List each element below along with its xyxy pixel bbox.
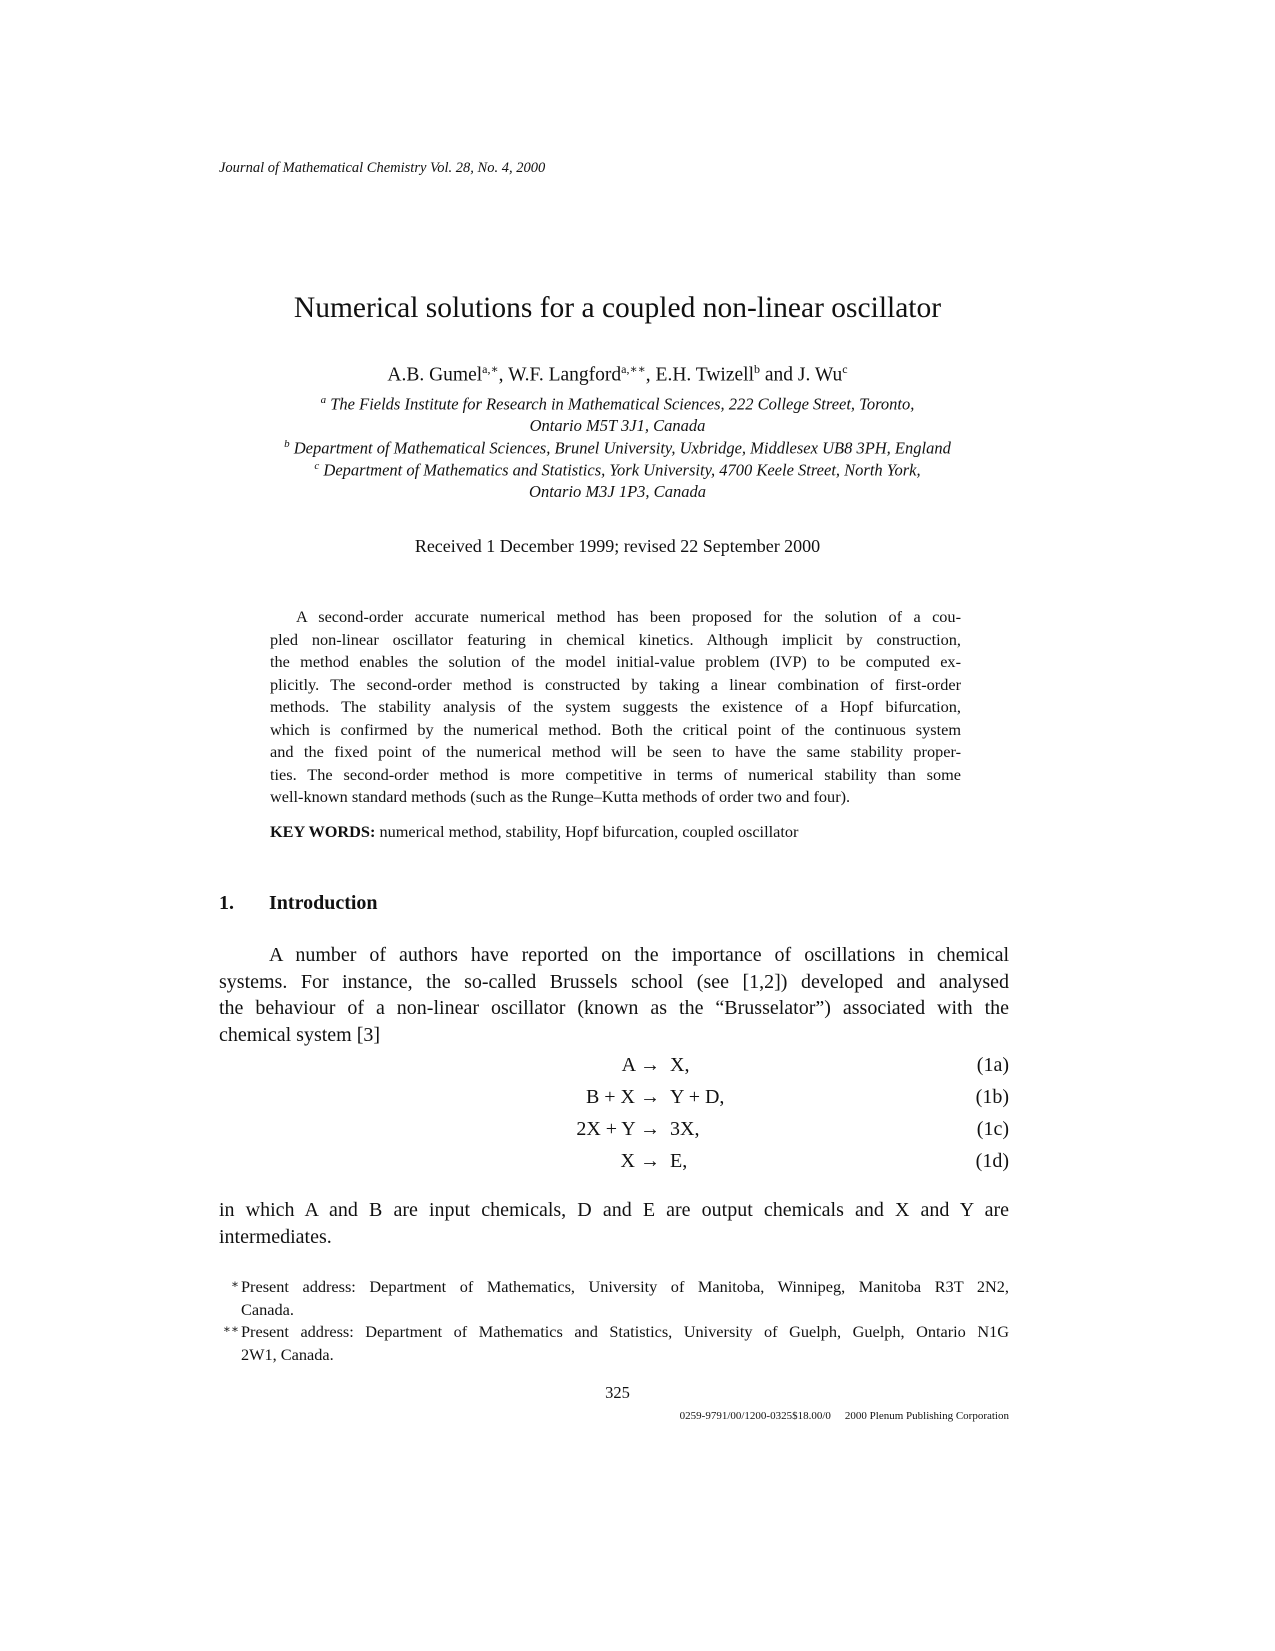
author-affiliation-mark: b bbox=[754, 362, 760, 376]
body-paragraph bbox=[219, 942, 1009, 1048]
author-name: W.F. Langford bbox=[508, 364, 622, 386]
body-line: systems. For instance, the so-called Brussels school (see [1,2]) developed and analysed bbox=[219, 970, 1009, 993]
equation-number: (1a) bbox=[976, 1054, 1009, 1076]
body-line: intermediates. bbox=[219, 1225, 332, 1248]
equation-lhs: B + X → bbox=[585, 1086, 660, 1108]
equation-rhs: X, bbox=[670, 1054, 690, 1076]
equation-lhs: 2X + Y → bbox=[576, 1118, 660, 1140]
footnote-line: 2W1, Canada. bbox=[241, 1344, 334, 1364]
keywords-label: KEY WORDS: bbox=[270, 822, 376, 841]
affiliation-mark: b bbox=[284, 438, 290, 450]
section-number: 1. bbox=[219, 892, 234, 914]
abstract bbox=[270, 606, 961, 809]
author-name: E.H. Twizell bbox=[655, 364, 754, 386]
affiliation-c-line2: Ontario M3J 1P3, Canada bbox=[529, 482, 706, 501]
publisher-name: 2000 Plenum Publishing Corporation bbox=[844, 1410, 1009, 1422]
section-title: Introduction bbox=[269, 892, 378, 914]
footnote-line: Canada. bbox=[241, 1299, 294, 1319]
author-affiliation-mark: a,∗ bbox=[482, 362, 499, 376]
footnote-line: Present address: Department of Mathematics and Statistics, University of Guelph, Guelph, Ontario N1G bbox=[241, 1322, 1009, 1341]
footnote-mark: ∗ bbox=[230, 1277, 239, 1291]
equation-rhs: E, bbox=[670, 1150, 688, 1172]
abstract-line: which is confirmed by the numerical method. Both the critical point of the continuous system bbox=[270, 719, 961, 739]
author-affiliation-mark: a,∗∗ bbox=[621, 362, 646, 376]
abstract-line: pled non-linear oscillator featuring in chemical kinetics. Although implicit by construction, bbox=[270, 629, 961, 649]
abstract-line: the method enables the solution of the model initial-value problem (IVP) to be computed ex- bbox=[270, 652, 961, 671]
equation-lhs: A → bbox=[621, 1054, 660, 1076]
keywords-text: numerical method, stability, Hopf bifurcation, coupled oscillator bbox=[375, 822, 799, 841]
body-line: chemical system [3] bbox=[219, 1023, 381, 1046]
affiliation-a-line2: Ontario M5T 3J1, Canada bbox=[529, 416, 706, 435]
abstract-line: plicitly. The second-order method is constructed by taking a linear combination of first-order bbox=[270, 674, 961, 694]
author-separator: and bbox=[760, 364, 798, 386]
affiliation-c-line1 bbox=[0, 460, 1235, 481]
affiliation-text: Department of Mathematical Sciences, Brunel University, Uxbridge, Middlesex UB8 3PH, England bbox=[293, 438, 951, 458]
author-name: A.B. Gumel bbox=[387, 364, 483, 386]
abstract-line: ties. The second-order method is more competitive in terms of numerical stability than some bbox=[270, 764, 961, 784]
author-list bbox=[0, 362, 1235, 387]
issn-code: 0259-9791/00/1200-0325$18.00/0 bbox=[679, 1410, 831, 1422]
affiliation-b-line1 bbox=[0, 438, 1235, 459]
section-heading bbox=[219, 892, 378, 915]
abstract-line: well-known standard methods (such as the Runge–Kutta methods of order two and four). bbox=[270, 787, 851, 806]
affiliation-mark: a bbox=[320, 394, 327, 406]
keywords bbox=[270, 822, 798, 842]
abstract-line: methods. The stability analysis of the system suggests the existence of a Hopf bifurcation, bbox=[270, 697, 961, 716]
body-line: A number of authors have reported on the importance of oscillations in chemical bbox=[269, 944, 1009, 966]
received-date: Received 1 December 1999; revised 22 September 2000 bbox=[414, 536, 821, 556]
equation-number: (1c) bbox=[976, 1118, 1009, 1140]
affiliation-text: The Fields Institute for Research in Mathematical Sciences, 222 College Street, Toronto, bbox=[330, 394, 915, 414]
equation-lhs: X → bbox=[620, 1150, 660, 1172]
page-number: 325 bbox=[605, 1383, 630, 1402]
footnote bbox=[219, 1276, 1009, 1321]
equation-rhs: 3X, bbox=[670, 1118, 700, 1140]
author-name: J. Wu bbox=[797, 364, 843, 386]
footnote-line: Present address: Department of Mathematics, University of Manitoba, Winnipeg, Manitoba R3T 2N2, bbox=[241, 1277, 1009, 1296]
author-affiliation-mark: c bbox=[842, 362, 848, 376]
equation-number: (1d) bbox=[975, 1150, 1009, 1172]
equation-rhs: Y + D, bbox=[670, 1086, 725, 1108]
abstract-line: and the fixed point of the numerical method will be seen to have the same stability proper- bbox=[270, 742, 961, 761]
body-line: the behaviour of a non-linear oscillator (known as the “Brusselator”) associated with the bbox=[219, 997, 1009, 1019]
author-separator: , bbox=[498, 364, 509, 386]
abstract-line: A second-order accurate numerical method has been proposed for the solution of a cou- bbox=[296, 607, 961, 626]
footnote-mark: ∗∗ bbox=[222, 1322, 239, 1336]
affiliation-mark: c bbox=[314, 460, 320, 472]
author-separator: , bbox=[645, 364, 656, 386]
affiliation-a-line1 bbox=[0, 394, 1235, 415]
body-paragraph bbox=[219, 1197, 1009, 1250]
body-line: in which A and B are input chemicals, D and E are output chemicals and X and Y are bbox=[219, 1199, 1009, 1221]
affiliation-text: Department of Mathematics and Statistics, York University, 4700 Keele Street, North York, bbox=[323, 460, 921, 480]
equation-number: (1b) bbox=[975, 1086, 1009, 1108]
footnote bbox=[219, 1321, 1009, 1366]
copyright-line bbox=[560, 1410, 1009, 1422]
journal-header: Journal of Mathematical Chemistry Vol. 28, No. 4, 2000 bbox=[219, 160, 546, 176]
paper-title: Numerical solutions for a coupled non-linear oscillator bbox=[293, 292, 942, 324]
footnotes bbox=[219, 1276, 1009, 1366]
